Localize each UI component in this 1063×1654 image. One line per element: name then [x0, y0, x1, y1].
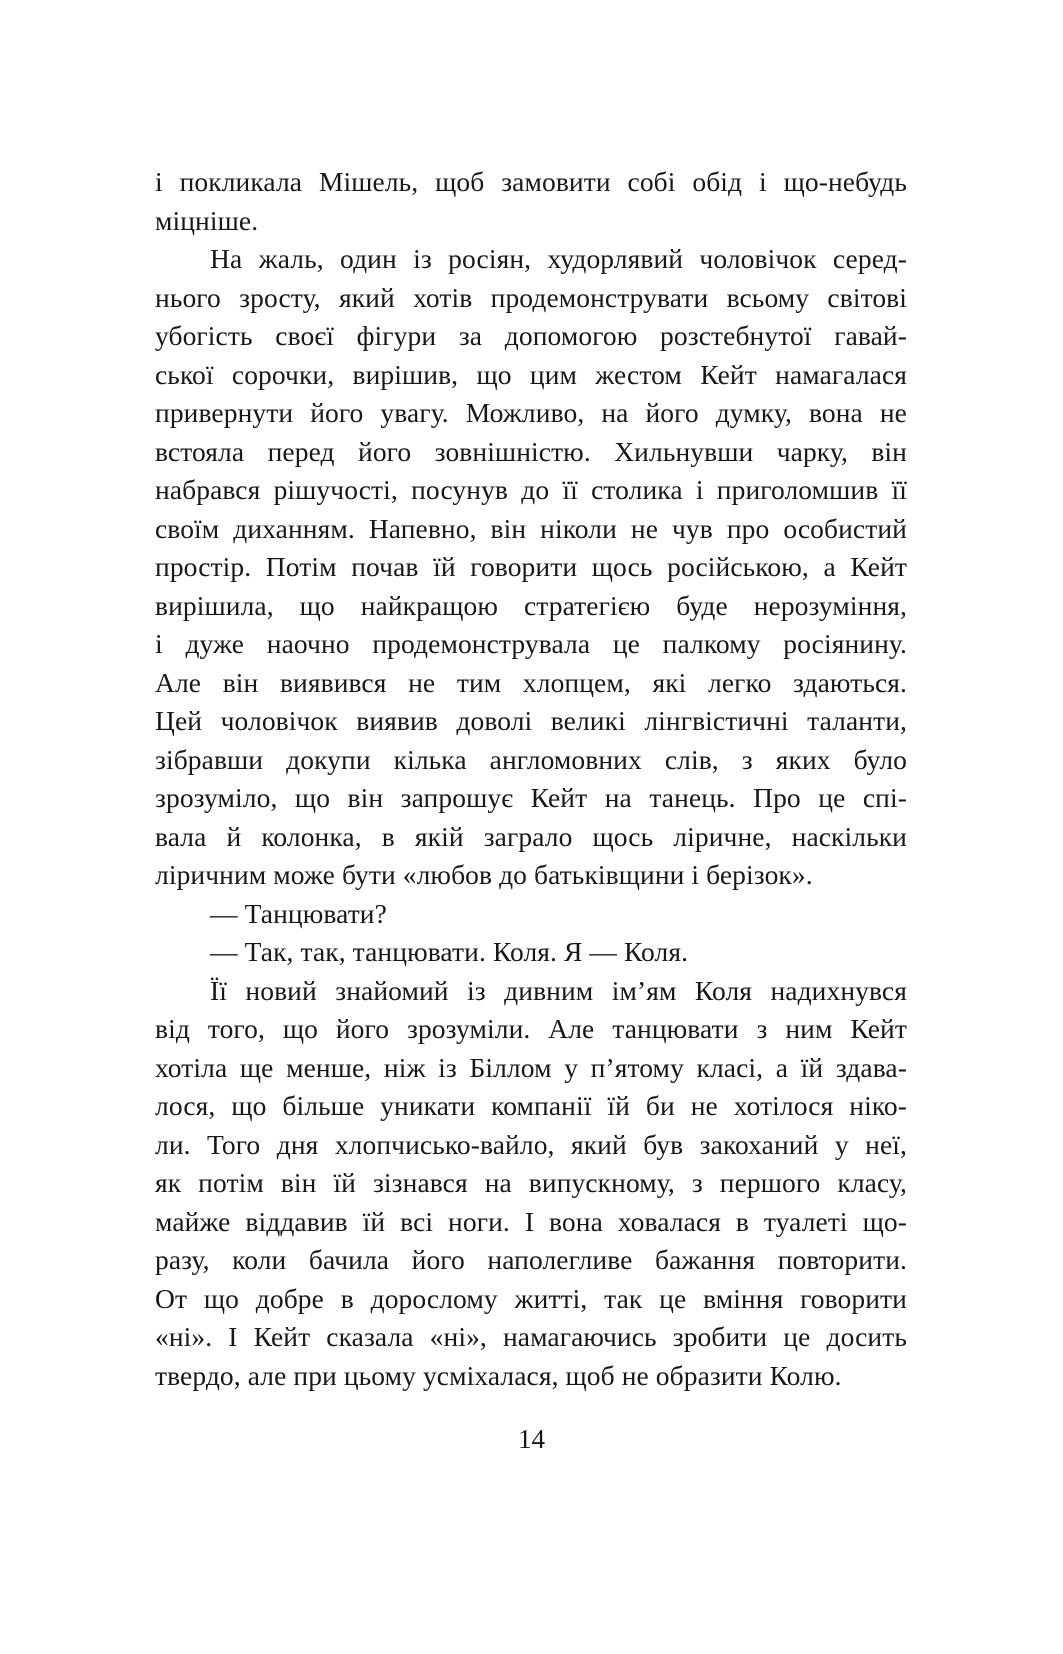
paragraph [155, 972, 907, 1396]
text-line: От що добре в дорослому житті, так це вміння говорити [155, 1282, 907, 1314]
text-line: ли. Того дня хлопчисько-вайло, який був закоханий у неї, [155, 1128, 907, 1160]
text-line: майже віддавив їй всі ноги. І вона ховалася в туалеті що- [155, 1205, 907, 1237]
text-line: набрався рішучості, посунув до її столика і приголомшив її [155, 474, 907, 505]
text-line: ліричним може бути «любов до батьківщини і берізок». [155, 859, 813, 890]
text-line: нього зросту, який хотів продемонструвати всьому світові [155, 281, 907, 313]
text-line: і покликала Мішель, щоб замовити собі обід і що-небудь [155, 166, 907, 197]
text-line: простір. Потім почав їй говорити щось російською, а Кейт [155, 551, 907, 582]
text-line: і дуже наочно продемонструвала це палкому росіянину. [155, 628, 907, 659]
text-line: привернути його увагу. Можливо, на його думку, вона не [155, 397, 907, 428]
text-line: — Так, так, танцювати. Коля. Я — Коля. [210, 936, 689, 967]
text-line: На жаль, один із росіян, худорлявий чоловічок серед- [210, 243, 907, 274]
text-block [155, 163, 907, 1395]
text-line: — Танцювати? [210, 897, 387, 929]
text-line: убогість своєї фігури за допомогою розстебнутої гавай- [155, 320, 907, 351]
text-line: зрозуміло, що він запрошує Кейт на танець. Про це спі- [155, 782, 907, 813]
text-line: вирішила, що найкращою стратегією буде нерозуміння, [155, 589, 907, 621]
text-line: разу, коли бачила його наполегливе бажання повторити. [155, 1244, 907, 1275]
paragraph [155, 240, 907, 895]
text-line: від того, що його зрозуміли. Але танцювати з ним Кейт [155, 1013, 907, 1044]
text-line: хотіла ще менше, ніж із Біллом у п’ятому класі, а їй здава- [155, 1051, 907, 1083]
paragraph [155, 163, 907, 240]
page-number: 14 [518, 1424, 545, 1454]
text-line: Але він виявився не тим хлопцем, які легко здаються. [155, 666, 907, 698]
text-line: Цей чоловічок виявив доволі великі лінгвістичні таланти, [155, 705, 907, 736]
text-line: встояла перед його зовнішністю. Хильнувши чарку, він [155, 435, 907, 467]
text-line: Її новий знайомий із дивним ім’ям Коля надихнувся [210, 974, 907, 1006]
text-line: зібравши докупи кілька англомовних слів, з яких було [155, 743, 907, 775]
text-line: «ні». І Кейт сказала «ні», намагаючись зробити це досить [155, 1321, 907, 1352]
text-line: лося, що більше уникати компанії їй би не хотілося ніко- [155, 1090, 907, 1121]
text-line: твердо, але при цьому усміхалася, щоб не образити Колю. [155, 1359, 842, 1391]
paragraph [155, 933, 907, 972]
paragraph [155, 895, 907, 934]
text-line: міцніше. [155, 204, 259, 236]
text-line: вала й колонка, в якій заграло щось ліричне, наскільки [155, 820, 907, 852]
text-line: своїм диханням. Напевно, він ніколи не чув про особистий [155, 512, 907, 544]
text-line: ської сорочки, вирішив, що цим жестом Кейт намагалася [155, 358, 907, 390]
text-line: як потім він їй зізнався на випускному, з першого класу, [155, 1167, 907, 1198]
